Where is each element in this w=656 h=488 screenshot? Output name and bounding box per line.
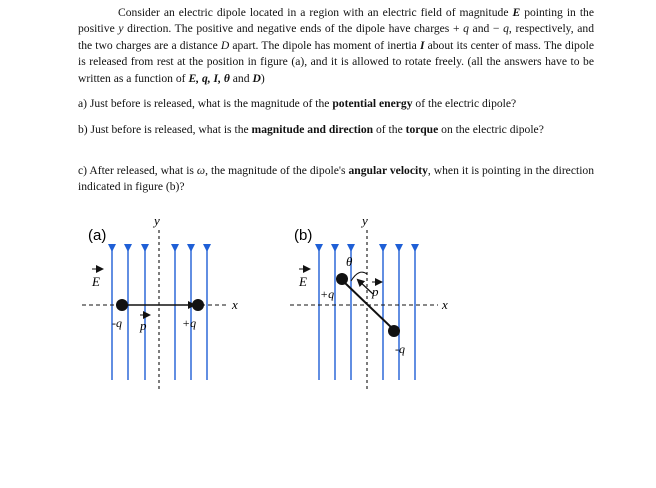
- neg-charge-label: -q: [112, 316, 122, 330]
- y-axis-label: y: [154, 213, 160, 228]
- x-axis-label: x: [442, 297, 448, 312]
- moment-label: p: [372, 284, 379, 299]
- var-q: q: [503, 22, 509, 36]
- intro-text: apart. The dipole has moment of inertia: [229, 38, 420, 52]
- x-axis-label: x: [232, 297, 238, 312]
- figure-b: [290, 213, 448, 390]
- question-text: , when it is pointing in the direction indicated in figure (b)?: [78, 164, 595, 194]
- pos-charge-label: +q: [320, 287, 335, 301]
- dipole-moment-arrow: [358, 280, 373, 294]
- question-c: [78, 163, 594, 196]
- question-text: b) Just before is released, what is the: [78, 123, 252, 136]
- angle-arc: [351, 272, 367, 281]
- positive-charge: [192, 299, 204, 311]
- negative-charge: [116, 299, 128, 311]
- var-list: E, q, I, θ: [188, 71, 230, 85]
- intro-text: pointing in the positive: [78, 6, 594, 36]
- intro-text: and: [229, 71, 253, 85]
- question-text: of the electric dipole?: [412, 97, 517, 110]
- question-text: a) Just before is released, what is the magnitude of the: [78, 97, 333, 110]
- emphasis: angular velocity: [348, 164, 428, 177]
- intro-text: , respectively, and the two charges are a distance: [78, 22, 594, 52]
- emphasis: potential energy: [332, 97, 413, 110]
- field-label: E: [299, 274, 307, 289]
- var-D: D: [220, 38, 230, 52]
- emphasis: torque: [405, 123, 439, 136]
- moment-label: p: [140, 318, 147, 333]
- question-text: c) After released, what is: [78, 164, 197, 177]
- var-E: E: [512, 6, 521, 19]
- question-b: [78, 122, 594, 138]
- figure-a-label: (a): [88, 227, 107, 244]
- emphasis: magnitude and direction: [251, 123, 374, 136]
- var-D: D: [252, 71, 261, 85]
- question-text: of the: [373, 123, 406, 136]
- pos-charge-label: +q: [182, 316, 197, 330]
- figure-a: [82, 213, 238, 390]
- negative-charge: [388, 325, 400, 337]
- figure-b-label: (b): [294, 227, 313, 244]
- intro-text: about its center of mass. The dipole is released from rest at the position in figure (a), and it is allowed to rotate freely. (all the answers have to be written as a function of: [78, 38, 595, 85]
- figures: [0, 212, 656, 392]
- var-q: q: [463, 22, 469, 36]
- intro-text: direction. The positive and negative ends of the dipole have charges +: [123, 22, 464, 36]
- question-text: on the electric dipole?: [438, 123, 544, 136]
- field-label: E: [92, 274, 100, 289]
- var-omega: ω: [196, 164, 206, 177]
- var-I: I: [419, 38, 425, 52]
- positive-charge: [336, 273, 348, 285]
- neg-charge-label: -q: [395, 342, 405, 356]
- intro-text: ): [260, 71, 265, 85]
- question-text: , the magnitude of the dipole's: [205, 164, 349, 177]
- y-axis-label: y: [362, 213, 368, 228]
- problem-statement: [78, 5, 594, 87]
- question-a: [78, 96, 594, 112]
- intro-text: and −: [468, 22, 504, 36]
- var-y: y: [118, 22, 124, 36]
- intro-text: Consider an electric dipole located in a region with an electric field of magnitude: [118, 6, 513, 19]
- angle-label: θ: [346, 254, 353, 269]
